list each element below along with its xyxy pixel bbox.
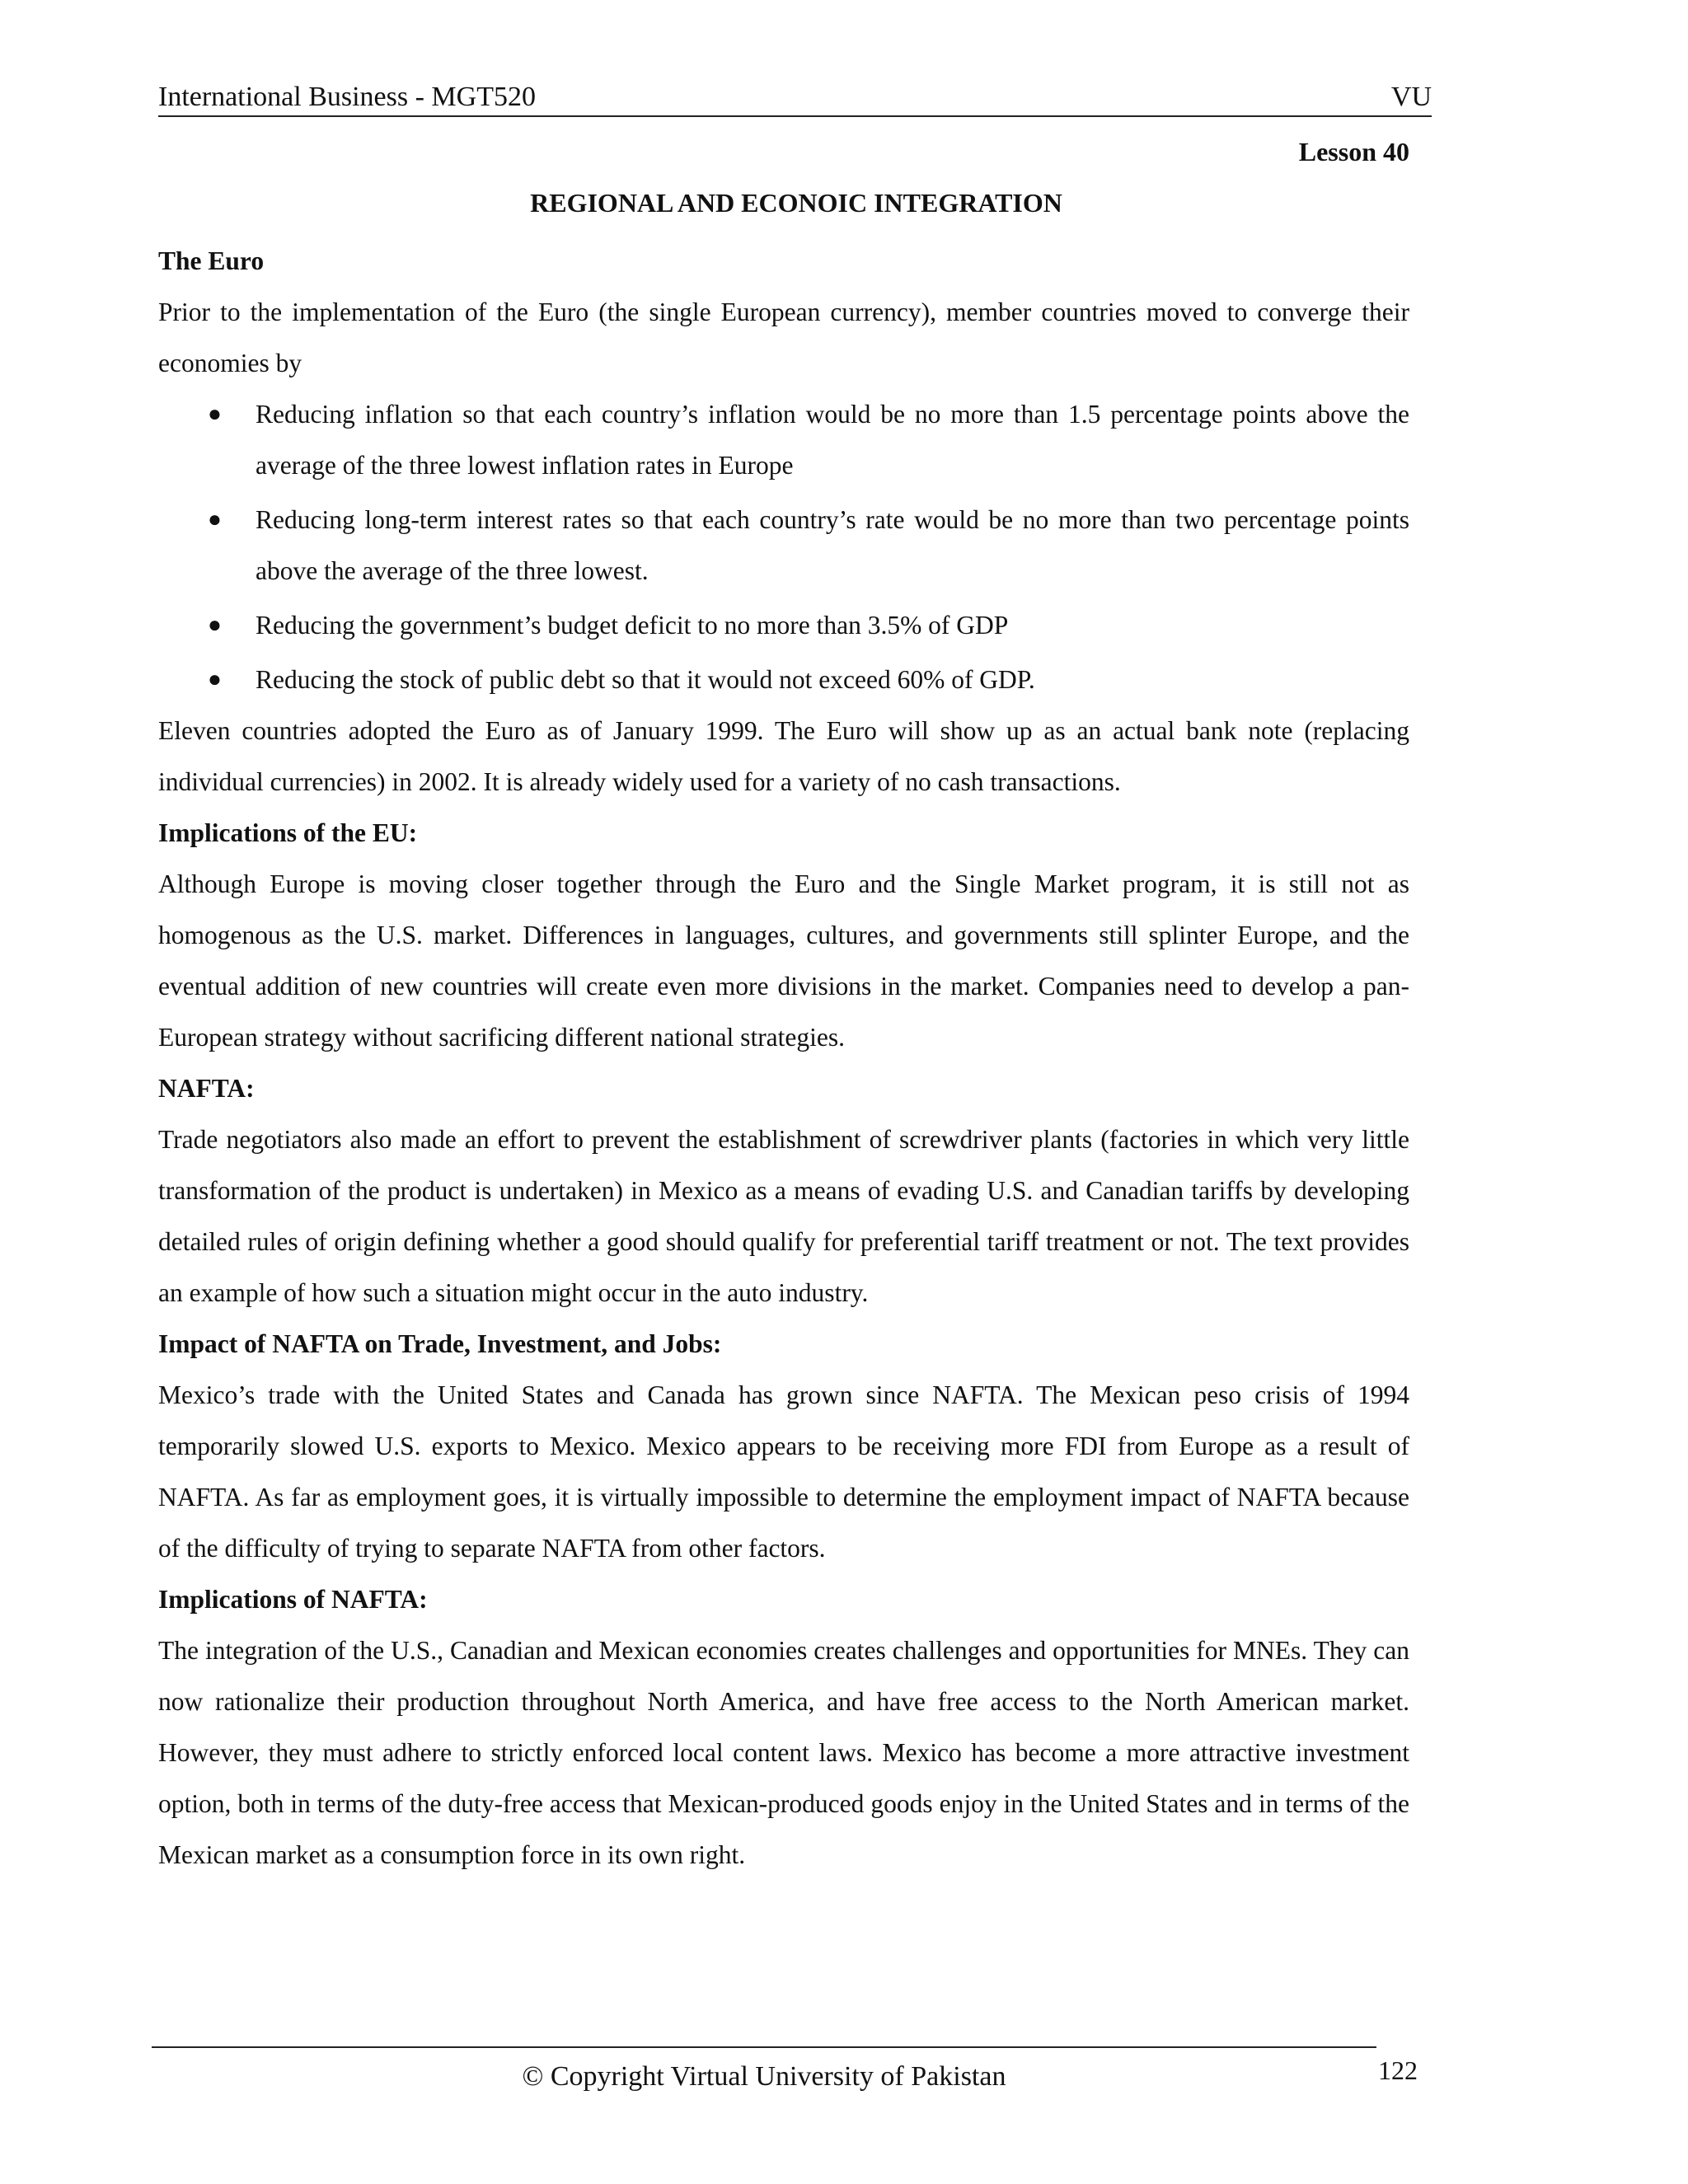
section-heading-euro: The Euro — [158, 246, 265, 275]
page-header — [158, 79, 1432, 117]
section-heading-nafta-implications: Implications of NAFTA: — [158, 1585, 428, 1614]
paragraph-nafta: Trade negotiators also made an effort to prevent the establishment of screwdriver plants (factories in which very little transformation of the product is undertaken) in Mexico as a means of evading U.S. and Canadian tariffs by developing detailed rules of origin defining whether a good should qualify for preferential tariff treatment or not. The text provides an example of how such a situation might occur in the auto industry. — [158, 1125, 1409, 1307]
institution-label: VU — [1390, 82, 1432, 112]
bullet-list-convergence — [158, 389, 1409, 705]
course-title: International Business - MGT520 — [158, 82, 536, 112]
list-item-text: Reducing long-term interest rates so that each country’s rate would be no more than two percentage points above the average of the three lowest. — [256, 505, 1409, 585]
list-item — [208, 389, 1409, 491]
list-item — [208, 494, 1409, 597]
section-heading-nafta-impact: Impact of NAFTA on Trade, Investment, and Jobs: — [158, 1329, 722, 1358]
page-number: 122 — [1378, 2055, 1418, 2085]
bullet-icon: ● — [208, 667, 222, 692]
list-item — [208, 600, 1409, 651]
copyright-notice: © Copyright Virtual University of Pakistan — [522, 2061, 1006, 2092]
lesson-label: Lesson 40 — [1298, 137, 1409, 166]
list-item-text: Reducing the stock of public debt so that it would not exceed 60% of GDP. — [256, 665, 1035, 694]
paragraph-nafta-implications: The integration of the U.S., Canadian and Mexican economies creates challenges and opportunities for MNEs. They can now rationalize their production throughout North America, and have free access to the North American market. However, they must adhere to strictly enforced local content laws. Mexico has become a more attractive investment option, both in terms of the duty-free access that Mexican-produced goods enjoy in the United States and in terms of the Mexican market as a consumption force in its own right. — [158, 1636, 1409, 1869]
bullet-icon: ● — [208, 612, 222, 638]
bullet-icon: ● — [208, 401, 222, 427]
section-heading-eu-implications: Implications of the EU: — [158, 818, 418, 847]
footer-divider — [152, 2046, 1376, 2048]
list-item — [208, 654, 1409, 705]
page-title: REGIONAL AND ECONOIC INTEGRATION — [530, 188, 1062, 218]
document-body — [158, 236, 1409, 1881]
paragraph-eu-implications: Although Europe is moving closer together through the Euro and the Single Market program, it is still not as homogenous as the U.S. market. Differences in languages, cultures, and governments still splinter Europe, and the eventual addition of new countries will create even more divisions in the market. Companies need to develop a pan-European strategy without sacrificing different national strategies. — [158, 869, 1409, 1052]
paragraph-euro-intro: Prior to the implementation of the Euro (the single European currency), member countries moved to converge their economies by — [158, 298, 1409, 377]
list-item-text: Reducing inflation so that each country’s inflation would be no more than 1.5 percentage points above the average of the three lowest inflation rates in Europe — [256, 400, 1409, 480]
paragraph-euro-adoption: Eleven countries adopted the Euro as of January 1999. The Euro will show up as an actual bank note (replacing individual currencies) in 2002. It is already widely used for a variety of no cash transactions. — [158, 716, 1409, 796]
bullet-icon: ● — [208, 507, 222, 532]
list-item-text: Reducing the government’s budget deficit to no more than 3.5% of GDP — [256, 611, 1009, 640]
paragraph-nafta-impact: Mexico’s trade with the United States and Canada has grown since NAFTA. The Mexican peso crisis of 1994 temporarily slowed U.S. exports to Mexico. Mexico appears to be receiving more FDI from Europe as a result of NAFTA. As far as employment goes, it is virtually impossible to determine the employment impact of NAFTA because of the difficulty of trying to separate NAFTA from other factors. — [158, 1380, 1409, 1563]
section-heading-nafta: NAFTA: — [158, 1074, 255, 1103]
